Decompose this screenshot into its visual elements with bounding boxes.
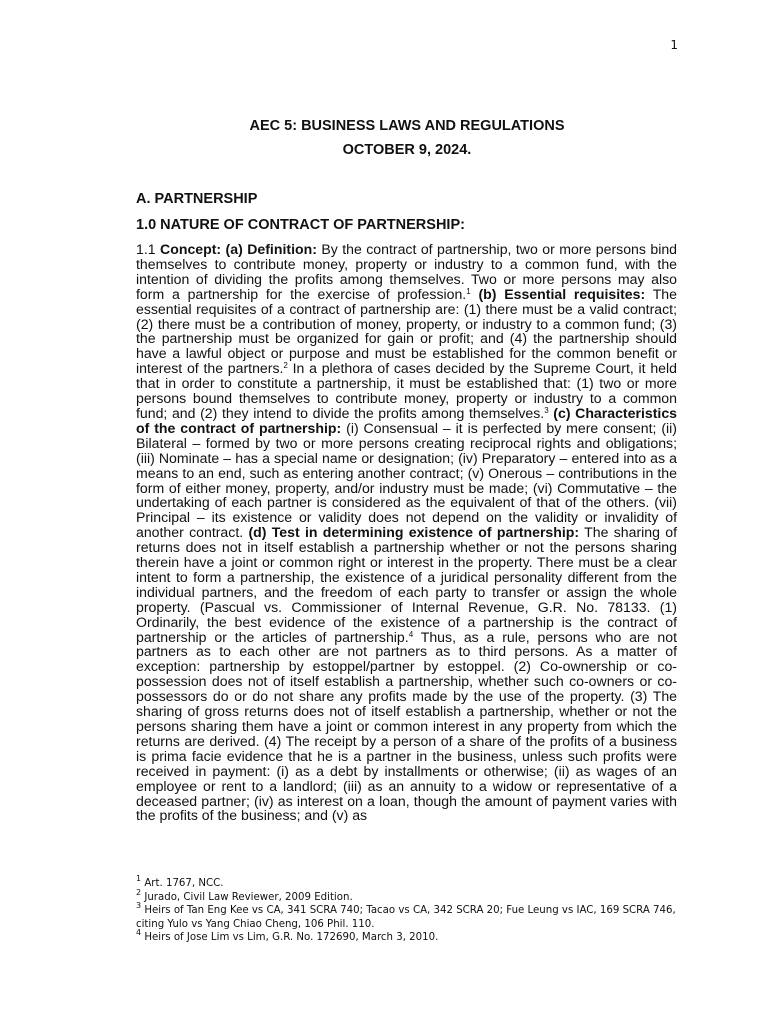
bold-term: (d) Test in determining existence of partnership:	[243, 524, 580, 541]
body-text-run: The essential requisites of a contract of partnership are: (1) there must be a valid contract; (2) there must be a contribution of money, property, or industry to a common fund; (3) the partnership must be organized for gain or profit; and (4) the partnership should have a lawful object or purpose and must be established for the common benefit or interest of the partners.	[136, 285, 677, 377]
footnote-text: Art. 1767, NCC.	[141, 878, 224, 889]
page-number: 1	[670, 38, 678, 52]
footnote-ref: 4	[408, 629, 414, 639]
document-date: OCTOBER 9, 2024.	[342, 142, 472, 158]
body-text-run: In a plethora of cases decided by the Supreme Court, it held that in order to constitute a partnership, it must be established that: (1) two or more persons bound themselves to contribute money, property or industry to a common fund; and (2) they intend to divide the profits among themselves.	[136, 360, 677, 421]
body-text-run: 1.1	[136, 241, 161, 257]
footnote-mark: 2	[136, 887, 142, 897]
footnote-mark: 1	[136, 874, 142, 883]
footnote	[136, 928, 677, 945]
footnote	[136, 901, 677, 931]
footnote-ref: 3	[544, 405, 549, 415]
footnote-text: Jurado, Civil Law Reviewer, 2009 Edition.	[141, 891, 353, 903]
footnote-mark: 3	[136, 901, 142, 910]
body-text-run: (i) Consensual – it is perfected by mere consent; (ii) Bilateral – formed by two or more persons creating reciprocal rights and obligations; (iii) Nominate – has a special name or designation; (iv) Preparatory – entered into as a means to an end, such as entering another contract; (v) Onerous – contributions in the form of either money, property, and/or industry must be made; (vi) Commutative – the undertaking of each partner is considered as the equivalent of that of the others. (vii) Principal – its existence or validity does not depend on the validity or invalidity of another contract.	[136, 419, 677, 541]
body-paragraph	[136, 242, 677, 823]
document-title: AEC 5: BUSINESS LAWS AND REGULATIONS	[249, 118, 565, 134]
section-heading: A. PARTNERSHIP	[136, 191, 258, 207]
footnote-text: Heirs of Jose Lim vs Lim, G.R. No. 172690, March 3, 2010.	[141, 932, 439, 943]
body-text-run: The sharing of returns does not in itself establish a partnership whether or not the persons sharing therein have a joint or common right or interest in the property. There must be a clear intent to form a partnership, the existence of a juridical personality different from the individual partners, and the freedom of each party to transfer or assign the whole property. (Pascual vs. Commissioner of Internal Revenue, G.R. No. 78133. (1) Ordinarily, the best evidence of the existence of a partnership is the contract of partnership or the articles of partnership.	[136, 524, 678, 645]
footnote	[136, 887, 677, 905]
footnote	[136, 874, 677, 891]
body-text-run: By the contract of partnership, two or more persons bind themselves to contribute money, property or industry to a common fund, with the intention of dividing the profits among themselves. Two or more persons may also form a partnership for the exercise of profession.	[136, 241, 678, 302]
footnotes	[136, 874, 677, 945]
footnote-ref: 1	[466, 286, 471, 296]
body-text-run: Thus, as a rule, persons who are not partners as to each other are not partners as to third persons. As a matter of exception: partnership by estoppel/partner by estoppel. (2) Co-ownership or co-possession does not of itself establish a partnership, whether such co-owners or co-possessors do or do not share any profits made by the use of the property. (3) The sharing of gross returns does not of itself establish a partnership, whether or not the persons sharing them have a joint or common interest in any property from which the returns are derived. (4) The receipt by a person of a share of the profits of a business is prima facie evidence that he is a partner in the business, unless such profits were received in payment: (i) as a debt by installments or otherwise; (ii) as wages of an employee or rent to a landlord; (iii) as an annuity to a widow or representative of a deceased partner; (iv) as interest on a loan, though the amount of payment varies with the profits of the business; and (v) as	[136, 628, 677, 824]
bold-term: (c) Characteristics of the contract of partnership:	[136, 404, 677, 436]
bold-term: Concept: (a) Definition:	[160, 241, 317, 257]
footnote-text: Heirs of Tan Eng Kee vs CA, 341 SCRA 740; Tacao vs CA, 342 SCRA 20; Fue Leung vs IAC, 169 SCRA 746, citing Yulo vs Yang Chiao Cheng, 106 Phil. 110.	[136, 905, 676, 930]
footnote-mark: 4	[136, 928, 142, 937]
footnote-ref: 2	[283, 361, 288, 371]
bold-term: (b) Essential requisites:	[470, 285, 646, 302]
subsection-heading: 1.0 NATURE OF CONTRACT OF PARTNERSHIP:	[136, 217, 465, 233]
